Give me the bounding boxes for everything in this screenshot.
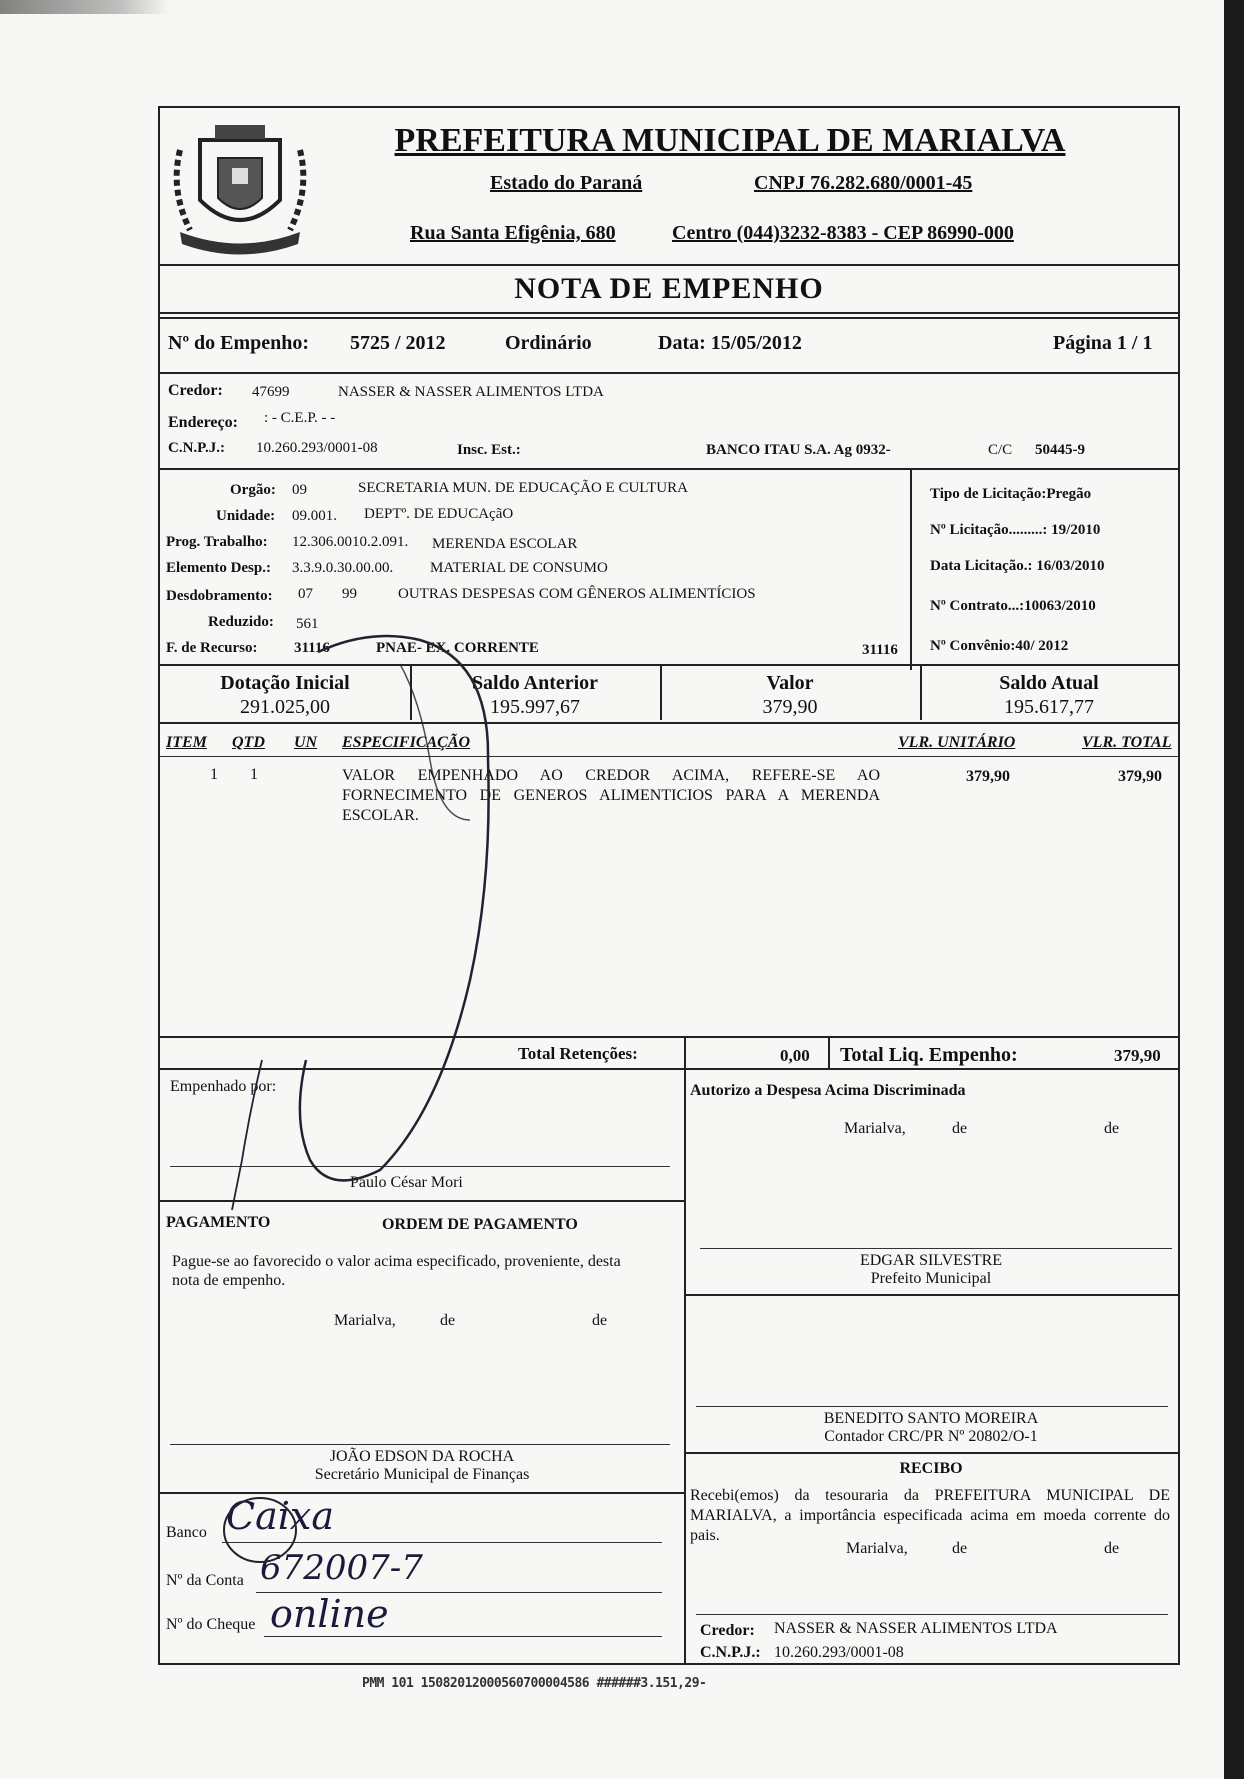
credor-cnpj: 10.260.293/0001-08: [256, 440, 378, 456]
prefeitura-title: PREFEITURA MUNICIPAL DE MARIALVA: [394, 122, 1066, 159]
nota-de-empenho-form: [158, 106, 1180, 1665]
desdobramento-label: Desdobramento:: [166, 588, 273, 604]
recibo-place: Marialva,: [846, 1540, 908, 1557]
bank-info: BANCO ITAU S.A. Ag 0932-: [706, 442, 891, 458]
credor-name: NASSER & NASSER ALIMENTOS LTDA: [338, 384, 604, 400]
credor-label: Credor:: [168, 382, 223, 399]
empenho-label: Nº do Empenho:: [168, 332, 310, 354]
empenhado-signer: Paulo César Mori: [350, 1174, 463, 1191]
scan-mark: [1224, 0, 1244, 1779]
insc-est-label: Insc. Est.:: [457, 442, 521, 458]
conta-label: Nº da Conta: [166, 1572, 244, 1589]
saldo-anterior-value: 195.997,67: [490, 696, 580, 718]
cc-label: C/C: [988, 442, 1013, 458]
prefeito-name: EDGAR SILVESTRE: [859, 1252, 1003, 1269]
endereco-value: : - C.E.P. - -: [264, 410, 336, 426]
col-header-total: VLR. TOTAL: [1082, 734, 1172, 751]
saldo-anterior-label: Saldo Anterior: [471, 672, 599, 694]
cheque-value: online: [270, 1592, 389, 1636]
autorizo-place: Marialva,: [844, 1120, 906, 1137]
recibo-credor-label: Credor:: [700, 1622, 755, 1639]
address-label: Rua Santa Efigênia, 680: [410, 222, 616, 244]
saldo-atual-value: 195.617,77: [1004, 696, 1094, 718]
credor-code: 47699: [252, 384, 290, 400]
prefeito-role: Prefeito Municipal: [870, 1270, 992, 1287]
coat-of-arms-logo: [170, 120, 310, 255]
cnpj-label: C.N.P.J.:: [168, 440, 225, 456]
elemento-label: Elemento Desp.:: [166, 560, 271, 576]
col-header-qtd: QTD: [232, 734, 265, 751]
elemento-name: MATERIAL DE CONSUMO: [430, 560, 608, 576]
reduzido-value: 561: [296, 616, 319, 632]
contador-name: BENEDITO SANTO MOREIRA: [823, 1410, 1039, 1427]
valor-value: 379,90: [762, 696, 818, 718]
col-header-item: ITEM: [166, 734, 207, 751]
recurso-code: 31116: [294, 640, 330, 656]
scan-mark: [0, 0, 170, 14]
banco-value: Caixa: [226, 1494, 334, 1538]
pagamento-text: Pague-se ao favorecido o valor acima especificado, proveniente, desta nota de empenho.: [172, 1253, 621, 1289]
col-header-unit: VLR. UNITÁRIO: [898, 734, 1016, 751]
conta-value: 672007-7: [260, 1548, 423, 1588]
document-title: NOTA DE EMPENHO: [514, 272, 824, 305]
pagamento-label: PAGAMENTO: [166, 1214, 271, 1231]
endereco-label: Endereço:: [168, 414, 238, 431]
saldo-atual-label: Saldo Atual: [999, 672, 1099, 694]
recibo-cnpj-label: C.N.P.J.:: [700, 1644, 761, 1661]
ordem-pagamento-label: ORDEM DE PAGAMENTO: [382, 1216, 578, 1233]
tipo-licitacao: Tipo de Licitação:Pregão: [930, 486, 1092, 502]
numero-convenio: Nº Convênio:40/ 2012: [930, 638, 1069, 654]
dotacao-label: Dotação Inicial: [220, 672, 350, 694]
banco-label: Banco: [166, 1524, 207, 1541]
recibo-title: RECIBO: [899, 1460, 963, 1477]
recurso-label: F. de Recurso:: [166, 640, 258, 656]
item-number: 1: [210, 766, 218, 783]
prog-code: 12.306.0010.2.091.: [292, 534, 409, 550]
contador-role: Contador CRC/PR Nº 20802/O-1: [824, 1428, 1038, 1445]
autorizo-title: Autorizo a Despesa Acima Discriminada: [690, 1082, 966, 1099]
recibo-de1: de: [952, 1540, 968, 1557]
col-header-un: UN: [294, 734, 318, 751]
pagamento-de2: de: [592, 1312, 608, 1329]
total-retencoes-label: Total Retenções:: [518, 1044, 638, 1063]
elemento-code: 3.3.9.0.30.00.00.: [292, 560, 394, 576]
cheque-label: Nº do Cheque: [166, 1616, 256, 1633]
valor-label: Valor: [766, 672, 814, 694]
desdobramento-code1: 07: [298, 586, 313, 602]
cc-value: 50445-9: [1035, 442, 1085, 458]
district-phone-label: Centro (044)3232-8383 - CEP 86990-000: [672, 222, 1014, 244]
footer-code: PMM 101 15082012000560700004586 ######3.151,29-: [362, 1676, 707, 1691]
unidade-label: Unidade:: [216, 508, 276, 524]
total-liquido-label: Total Liq. Empenho:: [840, 1044, 1018, 1066]
unidade-code: 09.001.: [292, 508, 337, 524]
dotacao-value: 291.025,00: [240, 696, 330, 718]
empenho-date: Data: 15/05/2012: [658, 332, 802, 354]
reduzido-label: Reduzido:: [208, 614, 274, 630]
col-header-spec: ESPECIFICAÇÃO: [342, 734, 471, 751]
autorizo-de2: de: [1104, 1120, 1120, 1137]
item-qtd: 1: [250, 766, 258, 783]
recurso-code2: 31116: [862, 642, 898, 658]
empenho-number: 5725 / 2012: [350, 332, 446, 354]
recurso-name: PNAE- EX. CORRENTE: [376, 640, 539, 656]
prog-name: MERENDA ESCOLAR: [432, 536, 578, 552]
item-spec: VALOR EMPENHADO AO CREDOR ACIMA, REFERE-SE AO FORNECIMENTO DE GENEROS ALIMENTICIOS PARA A MERENDA ESCOLAR.: [342, 767, 880, 824]
orgao-label: Orgão:: [230, 482, 276, 498]
data-licitacao: Data Licitação.: 16/03/2010: [930, 558, 1105, 574]
pagamento-de1: de: [440, 1312, 456, 1329]
secretario-name: JOÃO EDSON DA ROCHA: [329, 1448, 515, 1465]
orgao-code: 09: [292, 482, 307, 498]
pagamento-place: Marialva,: [334, 1312, 396, 1329]
cnpj-label: CNPJ 76.282.680/0001-45: [754, 172, 973, 194]
recibo-cnpj-value: 10.260.293/0001-08: [774, 1644, 904, 1661]
item-total-value: 379,90: [1118, 768, 1162, 785]
empenho-type: Ordinário: [505, 332, 592, 354]
recibo-text: Recebi(emos) da tesouraria da PREFEITURA MUNICIPAL DE MARIALVA, a importância especificada acima em moeda corrente do pais.: [690, 1487, 1170, 1544]
state-label: Estado do Paraná: [490, 172, 643, 194]
total-retencoes-value: 0,00: [780, 1046, 810, 1065]
orgao-name: SECRETARIA MUN. DE EDUCAÇÃO E CULTURA: [358, 480, 688, 496]
numero-contrato: Nº Contrato...:10063/2010: [930, 598, 1096, 614]
prog-label: Prog. Trabalho:: [166, 534, 268, 550]
unidade-name: DEPTº. DE EDUCAçãO: [364, 506, 514, 522]
numero-licitacao: Nº Licitação.........: 19/2010: [930, 522, 1101, 538]
secretario-role: Secretário Municipal de Finanças: [314, 1466, 530, 1483]
page-number: Página 1 / 1: [1053, 332, 1153, 354]
item-unit-value: 379,90: [966, 768, 1010, 785]
desdobramento-code2: 99: [342, 586, 357, 602]
autorizo-de1: de: [952, 1120, 968, 1137]
recibo-credor-value: NASSER & NASSER ALIMENTOS LTDA: [774, 1620, 1058, 1637]
desdobramento-name: OUTRAS DESPESAS COM GÊNEROS ALIMENTÍCIOS: [398, 586, 756, 602]
recibo-de2: de: [1104, 1540, 1120, 1557]
total-liquido-value: 379,90: [1114, 1046, 1161, 1065]
empenhado-label: Empenhado por:: [170, 1078, 277, 1095]
